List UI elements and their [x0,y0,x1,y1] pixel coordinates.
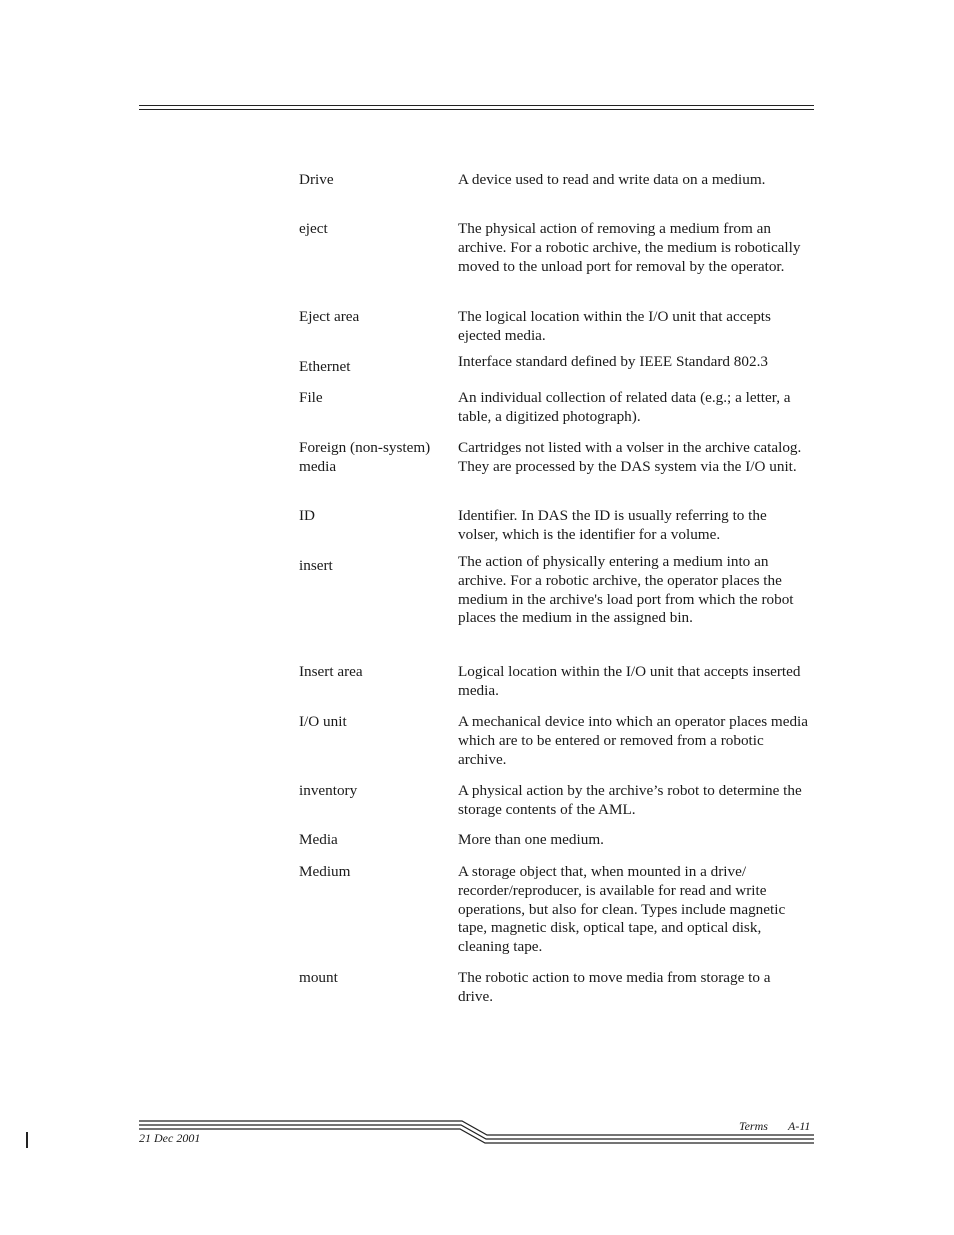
glossary-term: I/O unit [299,713,347,730]
glossary-definition: A storage object that, when mounted in a drive/ recorder/reproducer, is available for read and write operations, but also for clean. Types include magnetic tape, magnetic disk, optical tape, and optical disk, cleaning tape. [458,863,786,956]
glossary-term: Insert area [299,663,363,680]
glossary-term: Foreign (non-system) media [299,439,431,475]
glossary-definition: Logical location within the I/O unit that accepts inserted media. [458,663,801,699]
footer-page-number: A-11 [788,1119,811,1133]
glossary-definition: The logical location within the I/O unit that accepts ejected media. [458,308,771,344]
glossary-definition: The physical action of removing a medium from an archive. For a robotic archive, the medium is robotically moved to the unload port for removal by the operator. [458,220,801,275]
glossary-term: Media [299,831,338,848]
glossary-term: Eject area [299,308,360,325]
glossary-term: eject [299,220,328,237]
footer-date: 21 Dec 2001 [139,1131,201,1145]
header-rule-bottom [139,109,814,110]
glossary-definition: A mechanical device into which an operator places media which are to be entered or removed from a robotic archive. [458,713,809,768]
footer-section-title: Terms [739,1119,768,1133]
glossary-term: Medium [299,863,351,880]
glossary-term: Ethernet [299,358,351,375]
glossary-definition: A device used to read and write data on a medium. [458,171,766,188]
header-rule-top [139,105,814,106]
glossary-definition: A physical action by the archive’s robot to determine the storage contents of the AML. [458,782,802,818]
glossary-definition: The robotic action to move media from storage to a drive. [458,969,771,1005]
glossary-definition: The action of physically entering a medium into an archive. For a robotic archive, the operator places the medium in the archive's load port from which the robot places the medium in the assigned bin. [458,553,794,627]
glossary-term: inventory [299,782,358,799]
glossary-definition: More than one medium. [458,831,604,848]
glossary-definition: Identifier. In DAS the ID is usually referring to the volser, which is the identifier for a volume. [458,507,767,543]
glossary-term: ID [299,507,316,524]
glossary-term: Drive [299,171,334,188]
glossary-term: insert [299,557,333,574]
glossary-term: File [299,389,323,406]
change-bar [26,1132,28,1148]
glossary-definition: Cartridges not listed with a volser in the archive catalog. They are processed by the DAS system via the I/O unit. [458,439,802,475]
glossary-definition: Interface standard defined by IEEE Standard 802.3 [458,353,768,370]
glossary-definition: An individual collection of related data (e.g.; a letter, a table, a digitized photograph). [458,389,791,425]
glossary-term: mount [299,969,338,986]
